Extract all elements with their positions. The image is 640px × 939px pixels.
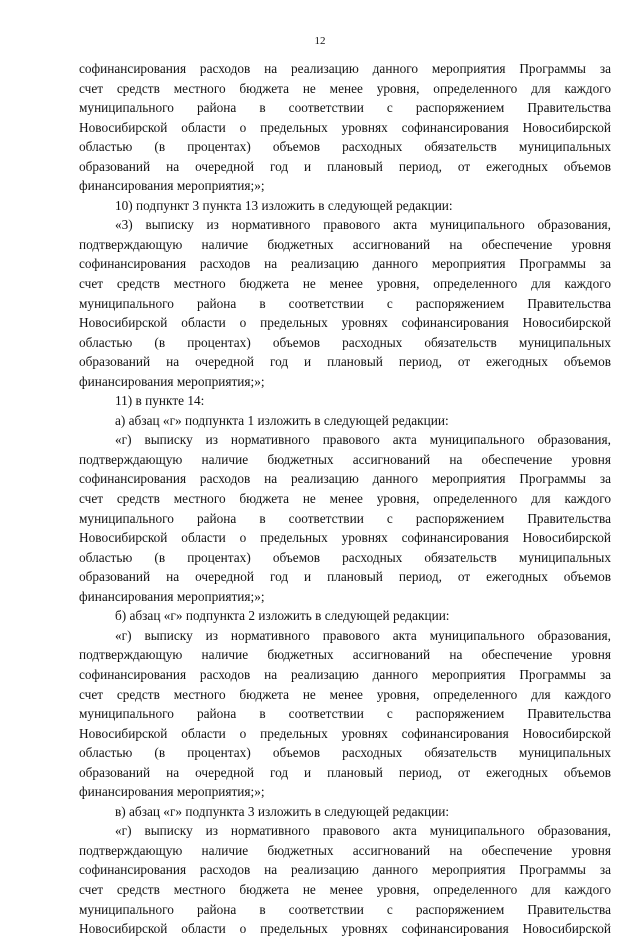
- text-line: Новосибирской области о предельных уровнях софинансирования Новосибирской: [79, 119, 611, 135]
- text-line: 11) в пункте 14:: [115, 393, 205, 409]
- text-line: муниципального района в соответствии с распоряжением Правительства: [79, 901, 611, 917]
- text-line: образований на очередной год и плановый период, от ежегодных объемов: [79, 569, 611, 585]
- text-line: софинансирования расходов на реализацию данного мероприятия Программы за: [79, 471, 611, 487]
- text-line: счет средств местного бюджета не менее уровня, определенного для каждого: [79, 80, 611, 96]
- text-line: муниципального района в соответствии с распоряжением Правительства: [79, 706, 611, 722]
- text-line: «3) выписку из нормативного правового акта муниципального образования,: [115, 217, 611, 233]
- text-line: областью (в процентах) объемов расходных обязательств муниципальных: [79, 745, 611, 761]
- text-line: счет средств местного бюджета не менее уровня, определенного для каждого: [79, 686, 611, 702]
- text-line: подтверждающую наличие бюджетных ассигнований на обеспечение уровня: [79, 842, 611, 858]
- text-line: счет средств местного бюджета не менее уровня, определенного для каждого: [79, 881, 611, 897]
- text-line: «г) выписку из нормативного правового акта муниципального образования,: [115, 627, 611, 643]
- text-line: муниципального района в соответствии с распоряжением Правительства: [79, 510, 611, 526]
- text-line: финансирования мероприятия;»;: [79, 784, 265, 800]
- text-line: Новосибирской области о предельных уровнях софинансирования Новосибирской: [79, 725, 611, 741]
- text-line: образований на очередной год и плановый период, от ежегодных объемов: [79, 158, 611, 174]
- text-line: муниципального района в соответствии с распоряжением Правительства: [79, 295, 611, 311]
- text-line: счет средств местного бюджета не менее уровня, определенного для каждого: [79, 491, 611, 507]
- text-line: софинансирования расходов на реализацию данного мероприятия Программы за: [79, 61, 611, 76]
- text-line: подтверждающую наличие бюджетных ассигнований на обеспечение уровня: [79, 647, 611, 663]
- text-line: областью (в процентах) объемов расходных обязательств муниципальных: [79, 334, 611, 350]
- text-line: в) абзац «г» подпункта 3 изложить в следующей редакции:: [115, 803, 450, 819]
- text-line: областью (в процентах) объемов расходных обязательств муниципальных: [79, 139, 611, 155]
- text-line: муниципального района в соответствии с распоряжением Правительства: [79, 100, 611, 116]
- text-line: Новосибирской области о предельных уровнях софинансирования Новосибирской: [79, 530, 611, 546]
- text-line: 10) подпункт 3 пункта 13 изложить в следующей редакции:: [115, 197, 453, 213]
- text-line: Новосибирской области о предельных уровнях софинансирования Новосибирской: [79, 315, 611, 331]
- page-number: 12: [314, 35, 326, 47]
- text-line: финансирования мероприятия;»;: [79, 588, 265, 604]
- text-line: Новосибирской области о предельных уровнях софинансирования Новосибирской: [79, 921, 611, 937]
- text-line: б) абзац «г» подпункта 2 изложить в следующей редакции:: [115, 608, 450, 624]
- text-line: софинансирования расходов на реализацию данного мероприятия Программы за: [79, 666, 611, 682]
- text-line: «г) выписку из нормативного правового акта муниципального образования,: [115, 432, 611, 448]
- text-line: финансирования мероприятия;»;: [79, 373, 265, 389]
- text-line: «г) выписку из нормативного правового акта муниципального образования,: [115, 823, 611, 839]
- text-line: финансирования мероприятия;»;: [79, 178, 265, 194]
- text-line: областью (в процентах) объемов расходных обязательств муниципальных: [79, 549, 611, 565]
- text-line: софинансирования расходов на реализацию данного мероприятия Программы за: [79, 256, 611, 272]
- text-line: а) абзац «г» подпункта 1 изложить в следующей редакции:: [115, 412, 449, 428]
- text-line: софинансирования расходов на реализацию данного мероприятия Программы за: [79, 862, 611, 878]
- text-line: счет средств местного бюджета не менее уровня, определенного для каждого: [79, 276, 611, 292]
- text-line: образований на очередной год и плановый период, от ежегодных объемов: [79, 354, 611, 370]
- text-line: образований на очередной год и плановый период, от ежегодных объемов: [79, 764, 611, 780]
- text-line: подтверждающую наличие бюджетных ассигнований на обеспечение уровня: [79, 236, 611, 252]
- text-line: подтверждающую наличие бюджетных ассигнований на обеспечение уровня: [79, 451, 611, 467]
- document-body: [79, 59, 611, 939]
